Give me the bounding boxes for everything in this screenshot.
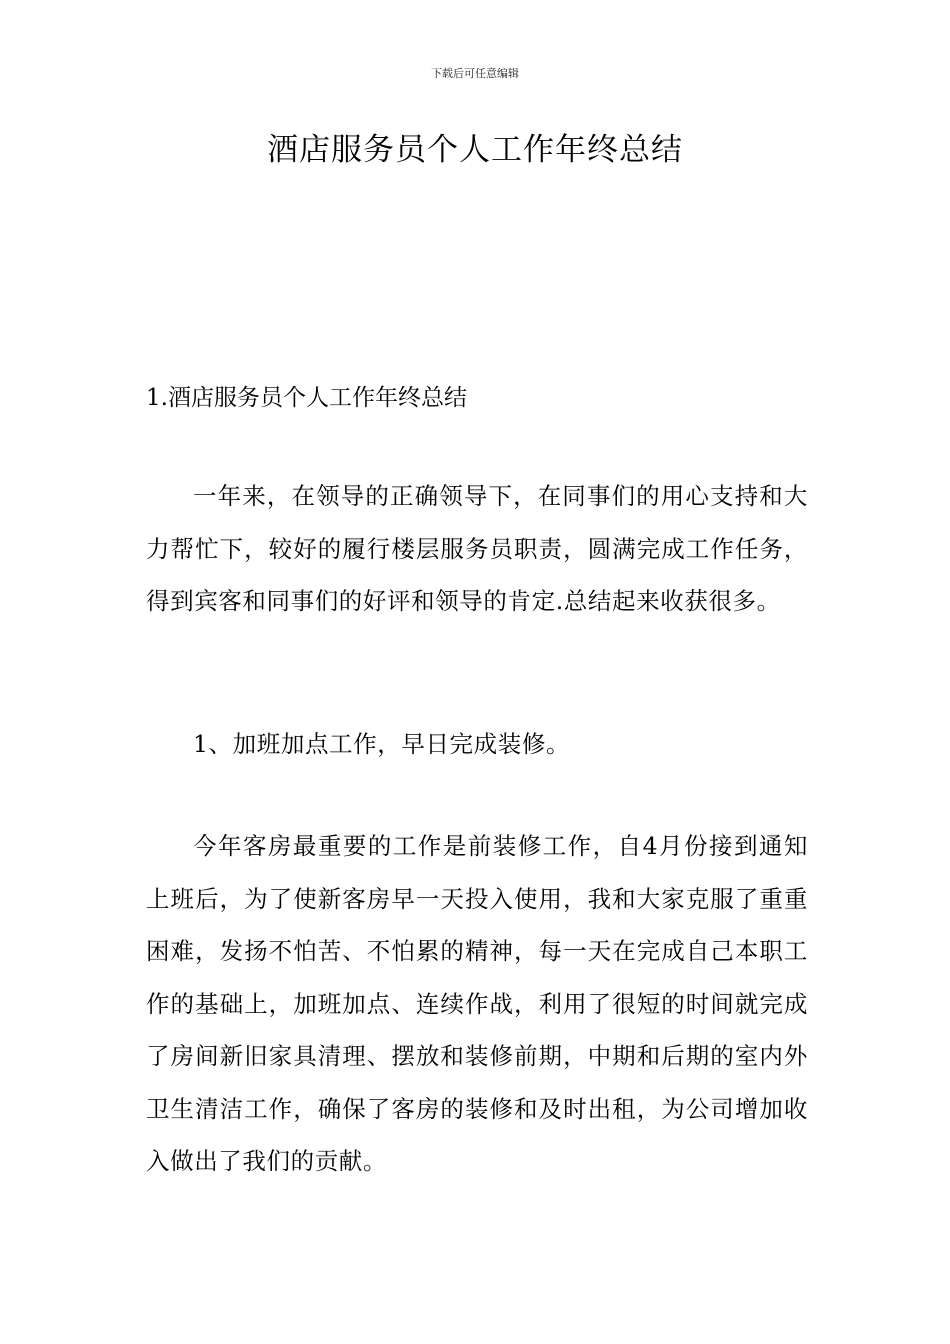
paragraph-point-heading: 1、加班加点工作，早日完成装修。 [193, 730, 571, 758]
section-heading: 1.酒店服务员个人工作年终总结 [146, 385, 467, 411]
header-note: 下载后可任意编辑 [431, 67, 519, 80]
document-title: 酒店服务员个人工作年终总结 [267, 132, 683, 168]
paragraph-renovation: 今年客房最重要的工作是前装修工作，自4月份接到通知上班后，为了使新客房早一天投入使用，我和大家克服了重重困难，发扬不怕苦、不怕累的精神，每一天在完成自己本职工作的基础上，加班加点、连续作战，利用了很短的时间就完成了房间新旧家具清理、摆放和装修前期，中期和后期的室内外卫生清洁工作，确保了客房的装修和及时出租，为公司增加收入做出了我们的贡献。 [146, 832, 808, 1175]
paragraph-intro: 一年来，在领导的正确领导下，在同事们的用心支持和大力帮忙下，较好的履行楼层服务员职责，圆满完成工作任务，得到宾客和同事们的好评和领导的肯定.总结起来收获很多。 [146, 482, 808, 615]
